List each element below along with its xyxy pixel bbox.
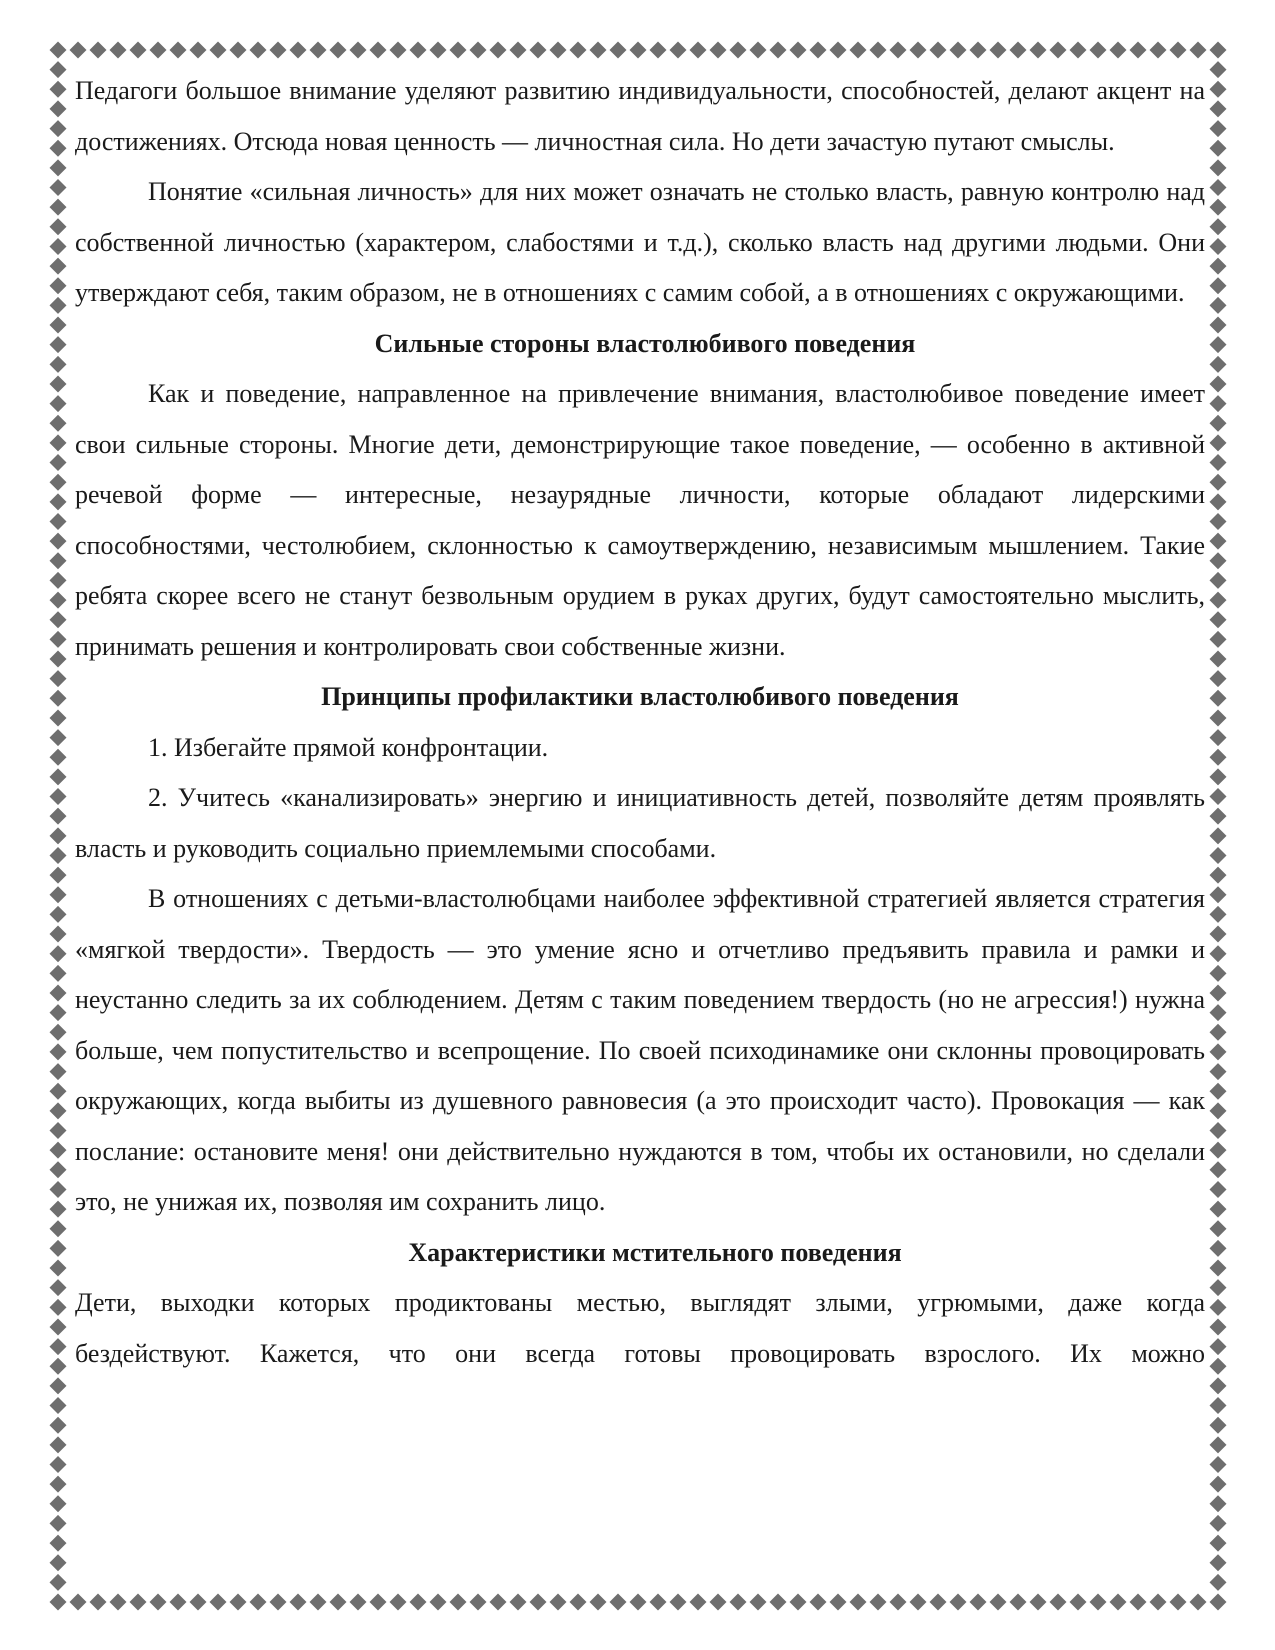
diamond-icon: [1210, 1201, 1227, 1218]
diamond-icon: [850, 42, 867, 59]
diamond-icon: [1150, 42, 1167, 59]
diamond-icon: [1210, 100, 1227, 117]
diamond-icon: [570, 1594, 587, 1611]
diamond-icon: [830, 42, 847, 59]
diamond-icon: [50, 1201, 67, 1218]
diamond-icon: [90, 1594, 107, 1611]
diamond-icon: [50, 1495, 67, 1512]
diamond-icon: [50, 258, 67, 275]
diamond-icon: [470, 1594, 487, 1611]
diamond-icon: [1210, 1397, 1227, 1414]
diamond-icon: [50, 238, 67, 255]
diamond-icon: [1210, 159, 1227, 176]
diamond-icon: [50, 1279, 67, 1296]
diamond-icon: [170, 1594, 187, 1611]
diamond-icon: [590, 1594, 607, 1611]
diamond-icon: [1210, 1515, 1227, 1532]
diamond-icon: [1030, 42, 1047, 59]
diamond-icon: [1210, 1594, 1227, 1611]
diamond-icon: [1210, 886, 1227, 903]
diamond-icon: [50, 1102, 67, 1119]
diamond-icon: [50, 395, 67, 412]
diamond-icon: [830, 1594, 847, 1611]
diamond-icon: [50, 61, 67, 78]
diamond-icon: [930, 42, 947, 59]
diamond-icon: [650, 42, 667, 59]
diamond-icon: [1210, 1377, 1227, 1394]
diamond-icon: [210, 1594, 227, 1611]
diamond-icon: [870, 1594, 887, 1611]
diamond-icon: [50, 1574, 67, 1591]
document-body: [75, 66, 1205, 1379]
diamond-icon: [50, 297, 67, 314]
diamond-icon: [50, 1535, 67, 1552]
diamond-icon: [1210, 965, 1227, 982]
diamond-icon: [1210, 1495, 1227, 1512]
diamond-icon: [1210, 513, 1227, 530]
diamond-icon: [1210, 592, 1227, 609]
diamond-icon: [50, 454, 67, 471]
diamond-icon: [1210, 179, 1227, 196]
diamond-icon: [1210, 493, 1227, 510]
diamond-icon: [50, 1476, 67, 1493]
diamond-icon: [50, 179, 67, 196]
diamond-icon: [630, 42, 647, 59]
diamond-icon: [1210, 120, 1227, 137]
diamond-icon: [1210, 1574, 1227, 1591]
diamond-icon: [50, 140, 67, 157]
diamond-icon: [50, 886, 67, 903]
diamond-icon: [50, 867, 67, 884]
diamond-icon: [1210, 375, 1227, 392]
diamond-icon: [70, 1594, 87, 1611]
diamond-icon: [50, 788, 67, 805]
diamond-icon: [50, 1122, 67, 1139]
diamond-icon: [50, 690, 67, 707]
diamond-icon: [530, 1594, 547, 1611]
diamond-icon: [50, 552, 67, 569]
diamond-icon: [730, 1594, 747, 1611]
diamond-icon: [310, 42, 327, 59]
list-item-2: 2. Учитесь «канализировать» энергию и инициативность детей, позволяйте детям проявлять власть и руководить социально приемлемыми способами.: [75, 783, 1205, 863]
diamond-icon: [50, 493, 67, 510]
heading-prevention-principles: Принципы профилактики властолюбивого поведения: [321, 682, 959, 711]
diamond-icon: [1210, 218, 1227, 235]
diamond-icon: [390, 1594, 407, 1611]
diamond-icon: [190, 1594, 207, 1611]
diamond-icon: [1210, 434, 1227, 451]
diamond-icon: [850, 1594, 867, 1611]
diamond-icon: [990, 1594, 1007, 1611]
diamond-icon: [950, 1594, 967, 1611]
diamond-icon: [890, 42, 907, 59]
diamond-icon: [50, 631, 67, 648]
diamond-icon: [1050, 42, 1067, 59]
diamond-icon: [1210, 1024, 1227, 1041]
diamond-icon: [50, 100, 67, 117]
diamond-icon: [50, 1161, 67, 1178]
diamond-icon: [1210, 709, 1227, 726]
diamond-icon: [550, 1594, 567, 1611]
diamond-icon: [810, 1594, 827, 1611]
diamond-icon: [1210, 61, 1227, 78]
diamond-icon: [1190, 1594, 1207, 1611]
diamond-icon: [1210, 1043, 1227, 1060]
diamond-icon: [1210, 1083, 1227, 1100]
diamond-icon: [690, 1594, 707, 1611]
diamond-icon: [970, 1594, 987, 1611]
diamond-icon: [1210, 415, 1227, 432]
diamond-icon: [1130, 1594, 1147, 1611]
diamond-icon: [50, 42, 67, 59]
diamond-icon: [210, 42, 227, 59]
diamond-icon: [50, 474, 67, 491]
diamond-icon: [450, 1594, 467, 1611]
diamond-icon: [570, 42, 587, 59]
diamond-icon: [550, 42, 567, 59]
diamond-icon: [50, 945, 67, 962]
diamond-icon: [90, 42, 107, 59]
diamond-icon: [50, 415, 67, 432]
diamond-icon: [350, 42, 367, 59]
diamond-icon: [1210, 199, 1227, 216]
diamond-icon: [1210, 454, 1227, 471]
diamond-icon: [870, 42, 887, 59]
heading-strengths: Сильные стороны властолюбивого поведения: [374, 328, 916, 358]
paragraph-2: Понятие «сильная личность» для них может означать не столько власть, равную контролю над собственной личностью (характером, слабостями и т.д.), сколько власть над другими людьми. Они утверждают себя, таким образом, не в отношениях с самим собой, а в отношениях с окружающими.: [75, 177, 1205, 307]
diamond-icon: [50, 1240, 67, 1257]
heading-vengeful-behavior: Характеристики мстительного поведения: [408, 1237, 902, 1267]
diamond-icon: [1110, 1594, 1127, 1611]
diamond-icon: [230, 1594, 247, 1611]
diamond-icon: [290, 1594, 307, 1611]
diamond-icon: [930, 1594, 947, 1611]
diamond-icon: [1210, 1004, 1227, 1021]
diamond-icon: [1210, 984, 1227, 1001]
diamond-icon: [50, 1004, 67, 1021]
diamond-icon: [1210, 1181, 1227, 1198]
diamond-icon: [990, 42, 1007, 59]
diamond-icon: [1210, 1142, 1227, 1159]
diamond-icon: [50, 1063, 67, 1080]
diamond-icon: [330, 42, 347, 59]
diamond-icon: [50, 1142, 67, 1159]
diamond-icon: [230, 42, 247, 59]
diamond-icon: [1210, 140, 1227, 157]
diamond-icon: [50, 847, 67, 864]
diamond-icon: [410, 1594, 427, 1611]
diamond-icon: [710, 42, 727, 59]
diamond-icon: [50, 1436, 67, 1453]
diamond-icon: [110, 42, 127, 59]
diamond-icon: [1130, 42, 1147, 59]
diamond-icon: [50, 651, 67, 668]
diamond-icon: [790, 1594, 807, 1611]
diamond-icon: [50, 572, 67, 589]
diamond-icon: [50, 906, 67, 923]
diamond-icon: [290, 42, 307, 59]
diamond-icon: [390, 42, 407, 59]
diamond-icon: [50, 277, 67, 294]
diamond-icon: [50, 611, 67, 628]
diamond-icon: [1210, 317, 1227, 334]
diamond-icon: [1210, 1279, 1227, 1296]
diamond-icon: [1210, 749, 1227, 766]
diamond-icon: [770, 1594, 787, 1611]
diamond-icon: [710, 1594, 727, 1611]
diamond-icon: [50, 199, 67, 216]
paragraph-5: Дети, выходки которых продиктованы местью, выглядят злыми, угрюмыми, даже когда бездействуют. Кажется, что они всегда готовы провоцировать взрослого. Их можно: [75, 1288, 1205, 1368]
diamond-icon: [1210, 729, 1227, 746]
diamond-icon: [1210, 1161, 1227, 1178]
diamond-icon: [1030, 1594, 1047, 1611]
diamond-icon: [610, 42, 627, 59]
diamond-icon: [50, 749, 67, 766]
diamond-icon: [1210, 277, 1227, 294]
diamond-icon: [1210, 356, 1227, 373]
diamond-icon: [1210, 926, 1227, 943]
diamond-icon: [50, 768, 67, 785]
diamond-icon: [50, 1397, 67, 1414]
diamond-icon: [650, 1594, 667, 1611]
paragraph-4: В отношениях с детьми-властолюбцами наиболее эффективной стратегией является стратегия «мягкой твердости». Твердость — это умение ясно и отчетливо предъявить правила и рамки и неустанно следить за их соблюдением. Детям с таким поведением твердость (но не агрессия!) нужна больше, чем попустительство и всепрощение. По своей психодинамике они склонны провоцировать окружающих, когда выбиты из душевного равновесия (а это происходит часто). Провокация — как послание: остановите меня! они действительно нуждаются в том, чтобы их остановили, но сделали это, не унижая их, позволяя им сохранить лицо.: [75, 884, 1205, 1216]
diamond-icon: [70, 42, 87, 59]
diamond-icon: [910, 42, 927, 59]
diamond-icon: [1210, 651, 1227, 668]
diamond-icon: [50, 1181, 67, 1198]
diamond-icon: [1050, 1594, 1067, 1611]
diamond-icon: [770, 42, 787, 59]
diamond-icon: [610, 1594, 627, 1611]
paragraph-3: Как и поведение, направленное на привлечение внимания, властолюбивое поведение имеет свои сильные стороны. Многие дети, демонстрирующие такое поведение, — особенно в активной речевой форме — интересные, незаурядные личности, которые обладают лидерскими способностями, честолюбием, склонностью к самоутверждению, независимым мышлением. Такие ребята скорее всего не станут безвольным орудием в руках других, будут самостоятельно мыслить, принимать решения и контролировать свои собственные жизни.: [75, 379, 1205, 661]
diamond-icon: [910, 1594, 927, 1611]
diamond-icon: [50, 317, 67, 334]
diamond-icon: [750, 42, 767, 59]
diamond-icon: [50, 1456, 67, 1473]
diamond-icon: [1070, 1594, 1087, 1611]
diamond-icon: [1210, 1358, 1227, 1375]
paragraph-1: Педагоги большое внимание уделяют развитию индивидуальности, способностей, делают акцент на достижениях. Отсюда новая ценность — личностная сила. Но дети зачастую путают смыслы.: [75, 76, 1205, 156]
diamond-icon: [370, 1594, 387, 1611]
diamond-icon: [790, 42, 807, 59]
diamond-icon: [1210, 847, 1227, 864]
diamond-icon: [250, 1594, 267, 1611]
diamond-icon: [430, 1594, 447, 1611]
diamond-icon: [1210, 1338, 1227, 1355]
diamond-icon: [1210, 1476, 1227, 1493]
diamond-icon: [50, 1299, 67, 1316]
diamond-icon: [490, 42, 507, 59]
diamond-icon: [490, 1594, 507, 1611]
list-item-1: 1. Избегайте прямой конфронтации.: [148, 732, 549, 762]
diamond-icon: [190, 42, 207, 59]
diamond-icon: [1210, 1240, 1227, 1257]
diamond-icon: [670, 42, 687, 59]
diamond-icon: [1210, 336, 1227, 353]
diamond-icon: [170, 42, 187, 59]
diamond-icon: [510, 1594, 527, 1611]
diamond-icon: [1210, 474, 1227, 491]
diamond-icon: [50, 1318, 67, 1335]
diamond-icon: [1210, 1535, 1227, 1552]
diamond-icon: [690, 42, 707, 59]
diamond-icon: [410, 42, 427, 59]
diamond-icon: [1190, 42, 1207, 59]
diamond-icon: [1170, 42, 1187, 59]
diamond-icon: [950, 42, 967, 59]
diamond-icon: [890, 1594, 907, 1611]
diamond-icon: [1210, 572, 1227, 589]
diamond-icon: [1090, 1594, 1107, 1611]
diamond-icon: [1210, 808, 1227, 825]
diamond-icon: [1210, 552, 1227, 569]
diamond-icon: [1070, 42, 1087, 59]
diamond-icon: [470, 42, 487, 59]
diamond-icon: [1210, 533, 1227, 550]
diamond-icon: [1210, 1417, 1227, 1434]
diamond-icon: [50, 1338, 67, 1355]
diamond-icon: [1010, 1594, 1027, 1611]
diamond-icon: [1210, 631, 1227, 648]
diamond-icon: [50, 1358, 67, 1375]
diamond-icon: [50, 1220, 67, 1237]
diamond-icon: [1010, 42, 1027, 59]
diamond-icon: [630, 1594, 647, 1611]
diamond-icon: [150, 1594, 167, 1611]
diamond-icon: [50, 1024, 67, 1041]
diamond-icon: [50, 159, 67, 176]
diamond-icon: [1210, 1456, 1227, 1473]
diamond-icon: [1210, 297, 1227, 314]
diamond-icon: [810, 42, 827, 59]
diamond-icon: [1210, 827, 1227, 844]
diamond-icon: [1210, 945, 1227, 962]
diamond-icon: [1210, 395, 1227, 412]
diamond-icon: [1210, 238, 1227, 255]
diamond-icon: [1210, 906, 1227, 923]
diamond-icon: [1210, 81, 1227, 98]
diamond-icon: [670, 1594, 687, 1611]
diamond-icon: [730, 42, 747, 59]
diamond-icon: [310, 1594, 327, 1611]
diamond-icon: [1210, 690, 1227, 707]
diamond-icon: [1210, 1299, 1227, 1316]
diamond-icon: [50, 1260, 67, 1277]
diamond-icon: [450, 42, 467, 59]
diamond-icon: [1210, 1063, 1227, 1080]
diamond-icon: [50, 1554, 67, 1571]
diamond-icon: [50, 1417, 67, 1434]
diamond-icon: [50, 434, 67, 451]
diamond-icon: [50, 356, 67, 373]
diamond-icon: [370, 42, 387, 59]
diamond-icon: [50, 965, 67, 982]
diamond-icon: [1210, 42, 1227, 59]
diamond-icon: [110, 1594, 127, 1611]
diamond-icon: [1150, 1594, 1167, 1611]
diamond-icon: [970, 42, 987, 59]
diamond-icon: [50, 729, 67, 746]
diamond-icon: [270, 1594, 287, 1611]
diamond-icon: [50, 513, 67, 530]
diamond-icon: [50, 336, 67, 353]
diamond-icon: [50, 984, 67, 1001]
diamond-icon: [1210, 1318, 1227, 1335]
diamond-icon: [1210, 1122, 1227, 1139]
diamond-icon: [50, 81, 67, 98]
diamond-icon: [130, 42, 147, 59]
diamond-icon: [50, 218, 67, 235]
diamond-icon: [1210, 1436, 1227, 1453]
diamond-icon: [50, 592, 67, 609]
diamond-icon: [510, 42, 527, 59]
diamond-icon: [330, 1594, 347, 1611]
diamond-icon: [50, 1594, 67, 1611]
diamond-icon: [1210, 1260, 1227, 1277]
diamond-icon: [50, 1043, 67, 1060]
diamond-icon: [50, 120, 67, 137]
diamond-icon: [50, 533, 67, 550]
diamond-icon: [1210, 1220, 1227, 1237]
diamond-icon: [1210, 867, 1227, 884]
diamond-icon: [350, 1594, 367, 1611]
diamond-icon: [150, 42, 167, 59]
diamond-icon: [250, 42, 267, 59]
diamond-icon: [50, 709, 67, 726]
diamond-icon: [750, 1594, 767, 1611]
diamond-icon: [1090, 42, 1107, 59]
diamond-icon: [1210, 788, 1227, 805]
diamond-icon: [50, 808, 67, 825]
diamond-icon: [430, 42, 447, 59]
diamond-icon: [50, 375, 67, 392]
diamond-icon: [530, 42, 547, 59]
diamond-icon: [270, 42, 287, 59]
diamond-icon: [50, 1515, 67, 1532]
diamond-icon: [590, 42, 607, 59]
diamond-icon: [50, 670, 67, 687]
diamond-icon: [50, 1083, 67, 1100]
diamond-icon: [1210, 258, 1227, 275]
diamond-icon: [1210, 1554, 1227, 1571]
diamond-icon: [1210, 611, 1227, 628]
diamond-icon: [1210, 670, 1227, 687]
diamond-icon: [1170, 1594, 1187, 1611]
diamond-icon: [130, 1594, 147, 1611]
diamond-icon: [50, 1377, 67, 1394]
diamond-icon: [1210, 1102, 1227, 1119]
diamond-icon: [1210, 768, 1227, 785]
diamond-icon: [50, 926, 67, 943]
diamond-icon: [1110, 42, 1127, 59]
diamond-icon: [50, 827, 67, 844]
